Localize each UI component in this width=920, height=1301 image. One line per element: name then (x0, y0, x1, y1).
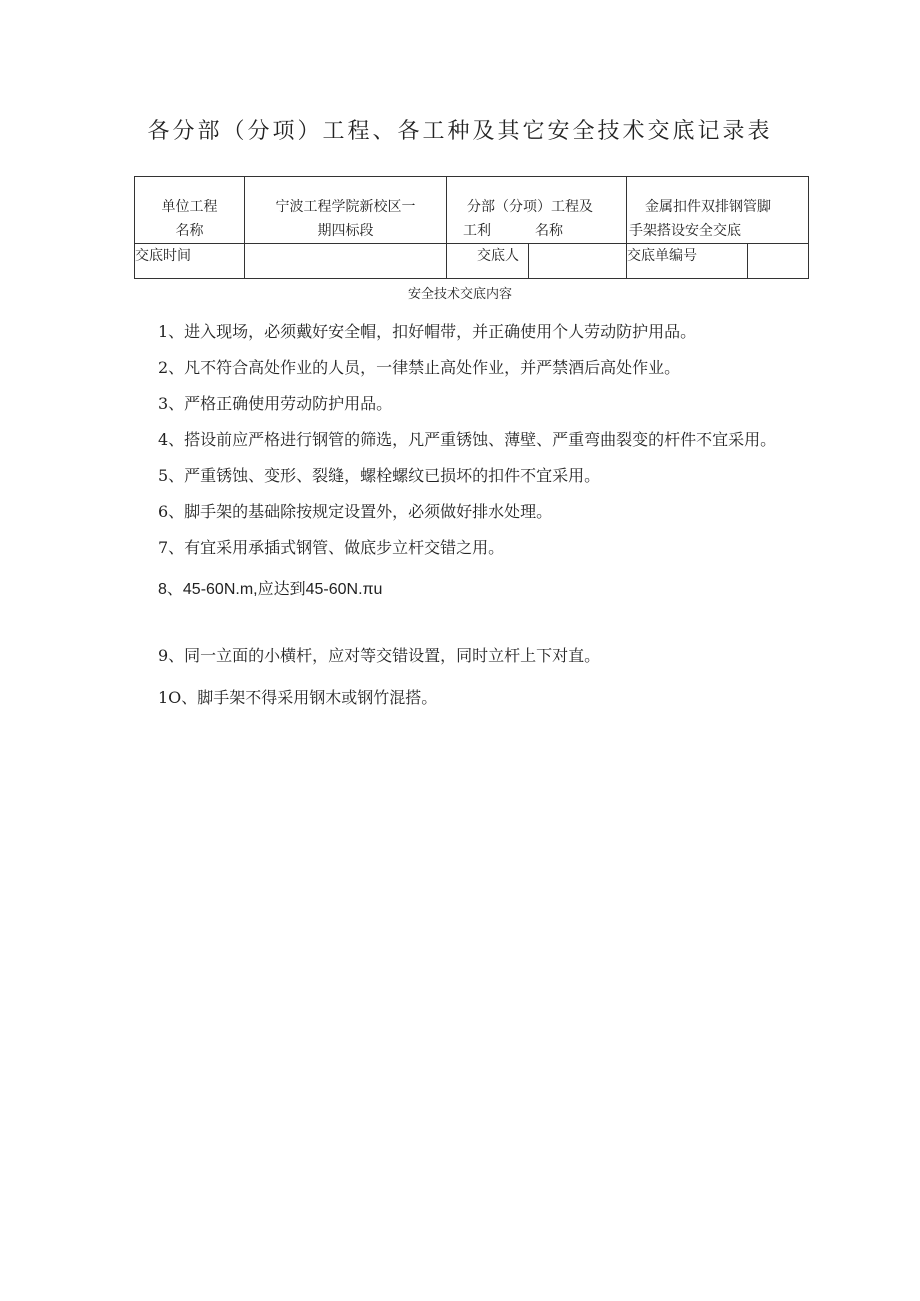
discloser-label: 交底人 (447, 244, 529, 279)
disclosure-items (158, 314, 808, 716)
unit-project-label-cell (135, 177, 245, 244)
item-10: 1O、脚手架不得采用钢木或钢竹混搭。 (158, 688, 438, 707)
unit-project-value-line2: 期四标段 (317, 223, 374, 239)
discloser-value (529, 244, 627, 279)
document-title: 各分部（分项）工程、各工种及其它安全技术交底记录表 (147, 119, 773, 144)
item-2: 2、凡不符合高处作业的人员，一律禁止高处作业，并严禁酒后高处作业。 (158, 358, 681, 377)
project-row (135, 177, 809, 244)
item-4: 4、搭设前应严格进行钢管的筛选，凡严重锈蚀、薄壁、严重弯曲裂变的杆件不宜采用。 (158, 430, 777, 449)
sub-project-label-line1: 分部（分项）工程及 (467, 199, 593, 215)
unit-project-value-cell (245, 177, 447, 244)
header-info-table (134, 176, 809, 279)
sub-project-value-line2: 手架搭设安全交底 (629, 223, 741, 239)
sub-project-label-line2a: 工利 (463, 223, 491, 239)
sub-project-value-line1: 金属扣件双排钢管脚 (645, 199, 771, 215)
item-3: 3、严格正确使用劳动防护用品。 (158, 394, 393, 413)
sub-project-label-line2b: 名称 (535, 223, 563, 239)
sub-project-label-cell (447, 177, 627, 244)
item-6: 6、脚手架的基础除按规定设置外，必须做好排水处理。 (158, 502, 553, 521)
unit-project-value-line1: 宁波工程学院新校区一 (275, 199, 416, 215)
item-1: 1、进入现场，必须戴好安全帽，扣好帽带，并正确使用个人劳动防护用品。 (158, 322, 697, 341)
unit-project-label-line1: 单位工程 (161, 199, 218, 215)
sub-project-value-cell (627, 177, 809, 244)
item-9: 9、同一立面的小横杆，应对等交错设置，同时立杆上下对直。 (158, 646, 601, 665)
disclosure-time-value (245, 244, 447, 279)
item-7: 7、有宜采用承插式钢管、做底步立杆交错之用。 (158, 538, 505, 557)
item-5: 5、严重锈蚀、变形、裂缝，螺栓螺纹已损坏的扣件不宜采用。 (158, 466, 601, 485)
disclosure-time-label: 交底时间 (135, 244, 245, 279)
disclosure-number-label: 交底单编号 (627, 244, 748, 279)
disclosure-row (135, 244, 809, 279)
section-title: 安全技术交底内容 (407, 287, 512, 302)
item-8: 8、45-60N.m,应达到45-60N.πu (158, 581, 383, 598)
unit-project-label-line2: 名称 (175, 223, 204, 239)
disclosure-number-value (748, 244, 809, 279)
